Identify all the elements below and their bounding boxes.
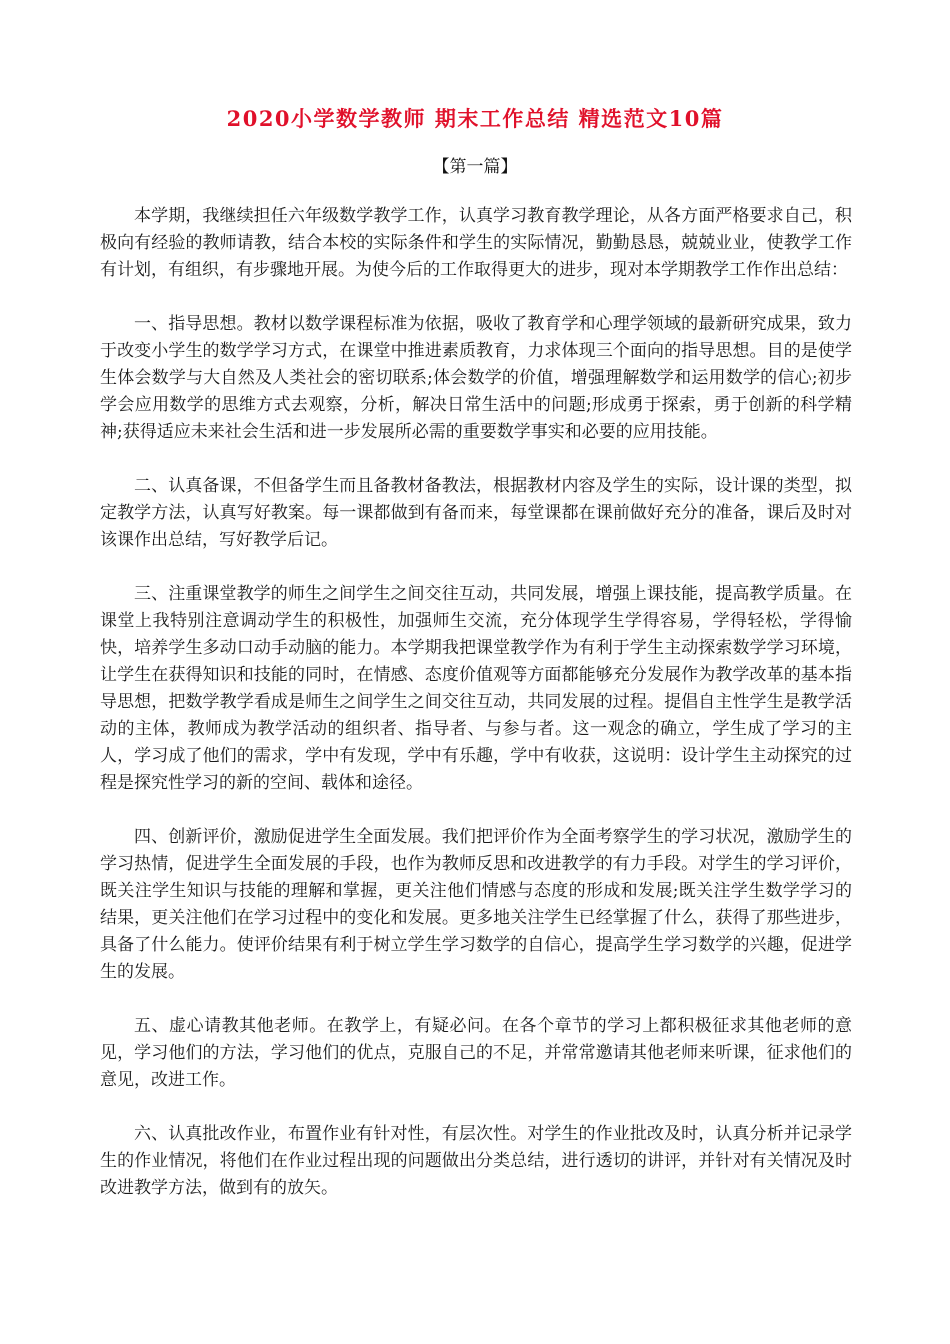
paragraph-1: 一、指导思想。教材以数学课程标准为依据，吸收了教育学和心理学领域的最新研究成果，致力于改变小学生的数学学习方式，在课堂中推进素质教育，力求体现三个面向的指导思想。目的是使学生体会数学与大自然及人类社会的密切联系;体会数学的价值，增强理解数学和运用数学的信心;初步学会应用数学的思维方式去观察，分析，解决日常生活中的问题;形成勇于探索，勇于创新的科学精神;获得适应未来社会生活和进一步发展所必需的重要数学事实和必要的应用技能。 bbox=[100, 314, 852, 442]
paragraph-3: 三、注重课堂教学的师生之间学生之间交往互动，共同发展，增强上课技能，提高教学质量。在课堂上我特别注意调动学生的积极性，加强师生交流，充分体现学生学得容易，学得轻松，学得愉快，培养学生多动口动手动脑的能力。本学期我把课堂教学作为有利于学生主动探索数学学习环境，让学生在获得知识和技能的同时，在情感、态度价值观等方面都能够充分发展作为教学改革的基本指导思想，把数学教学看成是师生之间学生之间交往互动，共同发展的过程。提倡自主性学生是教学活动的主体，教师成为教学活动的组织者、指导者、与参与者。这一观念的确立，学生成了学习的主人，学习成了他们的需求，学中有发现，学中有乐趣，学中有收获，这说明：设计学生主动探究的过程是探究性学习的新的空间、载体和途径。 bbox=[100, 584, 852, 793]
document-title: 2020小学数学教师 期末工作总结 精选范文10篇 bbox=[226, 106, 724, 131]
paragraph-2: 二、认真备课，不但备学生而且备教材备教法，根据教材内容及学生的实际，设计课的类型，拟定教学方法，认真写好教案。每一课都做到有备而来，每堂课都在课前做好充分的准备，课后及时对该课作出总结，写好教学后记。 bbox=[100, 476, 852, 550]
paragraph-intro: 本学期，我继续担任六年级数学教学工作，认真学习教育教学理论，从各方面严格要求自己，积极向有经验的教师请教，结合本校的实际条件和学生的实际情况，勤勤恳恳，兢兢业业，使教学工作有计划，有组织，有步骤地开展。为使今后的工作取得更大的进步，现对本学期教学工作作出总结： bbox=[100, 206, 852, 280]
paragraph-4: 四、创新评价，激励促进学生全面发展。我们把评价作为全面考察学生的学习状况，激励学生的学习热情，促进学生全面发展的手段，也作为教师反思和改进教学的有力手段。对学生的学习评价，既关注学生知识与技能的理解和掌握，更关注他们情感与态度的形成和发展;既关注学生数学学习的结果，更关注他们在学习过程中的变化和发展。更多地关注学生已经掌握了什么，获得了那些进步，具备了什么能力。使评价结果有利于树立学生学习数学的自信心，提高学生学习数学的兴趣，促进学生的发展。 bbox=[100, 827, 852, 982]
document-body bbox=[100, 203, 852, 1229]
paragraph-6: 六、认真批改作业，布置作业有针对性，有层次性。对学生的作业批改及时，认真分析并记录学生的作业情况，将他们在作业过程出现的问题做出分类总结，进行透切的讲评，并针对有关情况及时改进教学方法，做到有的放矢。 bbox=[100, 1124, 852, 1198]
section-heading: 【第一篇】 bbox=[432, 157, 518, 177]
paragraph-5: 五、虚心请教其他老师。在教学上，有疑必问。在各个章节的学习上都积极征求其他老师的意见，学习他们的方法，学习他们的优点，克服自己的不足，并常常邀请其他老师来听课，征求他们的意见，改进工作。 bbox=[100, 1016, 852, 1090]
